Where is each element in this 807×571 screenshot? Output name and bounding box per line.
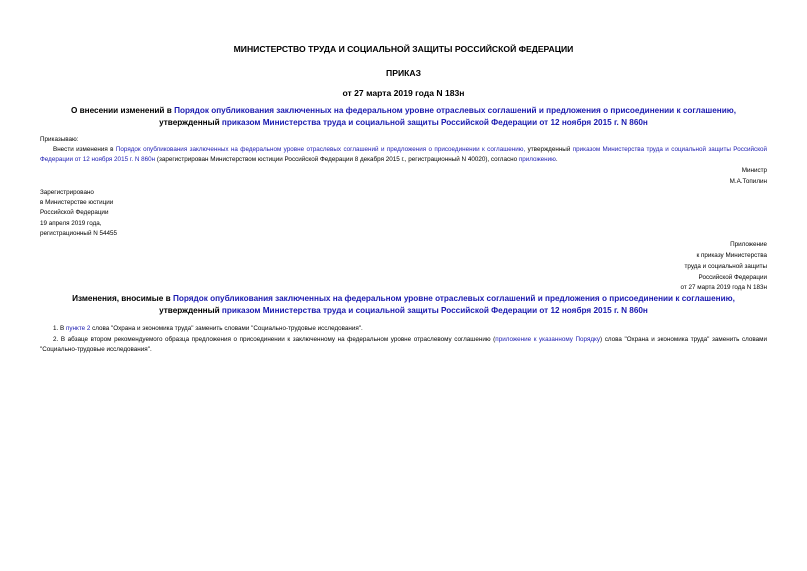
doc-date-number: от 27 марта 2019 года N 183н <box>342 88 465 98</box>
appendix-line-3: труда и социальной защиты <box>684 263 767 270</box>
registration-line-5: регистрационный N 54455 <box>40 230 118 237</box>
changes-title-prikaz-link[interactable]: приказом Министерства труда и социальной защиты Российской Федерации от 12 ноября 2015 г. N 860н <box>221 306 648 315</box>
change-item-1-link[interactable]: пункте 2 <box>65 325 91 332</box>
doc-type-heading: ПРИКАЗ <box>386 68 421 78</box>
body-registered: (зарегистрирован Министерством юстиции Российской Федерации 8 декабря 2015 г., регистрационный N 40020), согласно <box>156 156 518 163</box>
appendix-line-4: Российской Федерации <box>698 274 767 281</box>
title-line-1 <box>0 106 807 115</box>
change-item-2 <box>40 335 767 355</box>
appendix-line-5: от 27 марта 2019 года N 183н <box>680 284 767 291</box>
appendix-line-2: к приказу Министерства <box>696 252 767 259</box>
title-prefix: О внесении изменений в <box>70 106 172 115</box>
appendix-line-1: Приложение <box>730 241 767 248</box>
body-order-link[interactable]: Порядок опубликования заключенных на федеральном уровне отраслевых соглашений и предложения о присоединении к соглашению, <box>115 146 526 153</box>
registration-line-4: 19 апреля 2019 года, <box>40 220 102 227</box>
body-intro: Внести изменения в <box>53 146 114 153</box>
change-item-2-link[interactable]: приложение к указанному Порядку <box>495 336 601 343</box>
body-paragraph <box>40 145 767 165</box>
change-item-2-text-1: ) слова "Охрана и экономика <box>600 336 689 343</box>
registration-line-2: в Министерстве юстиции <box>40 199 114 206</box>
change-item-2-text-2: труда" заменить словами "Социально-трудовые исследования". <box>40 336 767 353</box>
order-word: Приказываю: <box>40 136 79 143</box>
title-order-link[interactable]: Порядок опубликования заключенных на федеральном уровне отраслевых соглашений и предложения о присоединении к соглашению, <box>174 106 736 115</box>
changes-title-prefix: Изменения, вносимые в <box>72 294 171 303</box>
signature-position: Министр <box>741 167 767 174</box>
ministry-heading: МИНИСТЕРСТВО ТРУДА И СОЦИАЛЬНОЙ ЗАЩИТЫ РОССИЙСКОЙ ФЕДЕРАЦИИ <box>233 44 574 54</box>
signature-name: М.А.Топилин <box>729 178 767 185</box>
registration-line-1: Зарегистрировано <box>40 189 94 196</box>
changes-title-approved: утвержденный <box>159 306 220 315</box>
title-line-2 <box>0 118 807 127</box>
body-approved: утвержденный <box>527 146 571 153</box>
body-prikaz-link-2[interactable]: социальной защиты Российской Федерации от 12 ноября 2015 г. N 860н <box>40 146 768 163</box>
title-approved: утвержденный <box>159 118 220 127</box>
change-item-1 <box>53 324 363 334</box>
body-end: . <box>555 156 558 163</box>
registration-line-3: Российской Федерации <box>40 209 109 216</box>
body-appendix-link[interactable]: приложению <box>518 156 556 163</box>
changes-title-line-2 <box>0 306 807 315</box>
change-item-1-prefix: 1. В <box>53 325 65 332</box>
body-prikaz-link-1[interactable]: приказом Министерства труда и <box>572 146 669 153</box>
change-item-2-prefix: 2. В абзаце втором рекомендуемого образца предложения о присоединении к заключенному на федеральном уровне отраслевому соглашению ( <box>53 336 496 343</box>
change-item-1-text: слова "Охрана и экономика труда" заменить словами "Социально-трудовые исследования". <box>92 325 363 332</box>
changes-title-order-link[interactable]: Порядок опубликования заключенных на федеральном уровне отраслевых соглашений и предложения о присоединении к соглашению, <box>172 294 735 303</box>
changes-title-line-1 <box>0 294 807 303</box>
title-prikaz-link[interactable]: приказом Министерства труда и социальной защиты Российской Федерации от 12 ноября 2015 г. N 860н <box>221 118 648 127</box>
